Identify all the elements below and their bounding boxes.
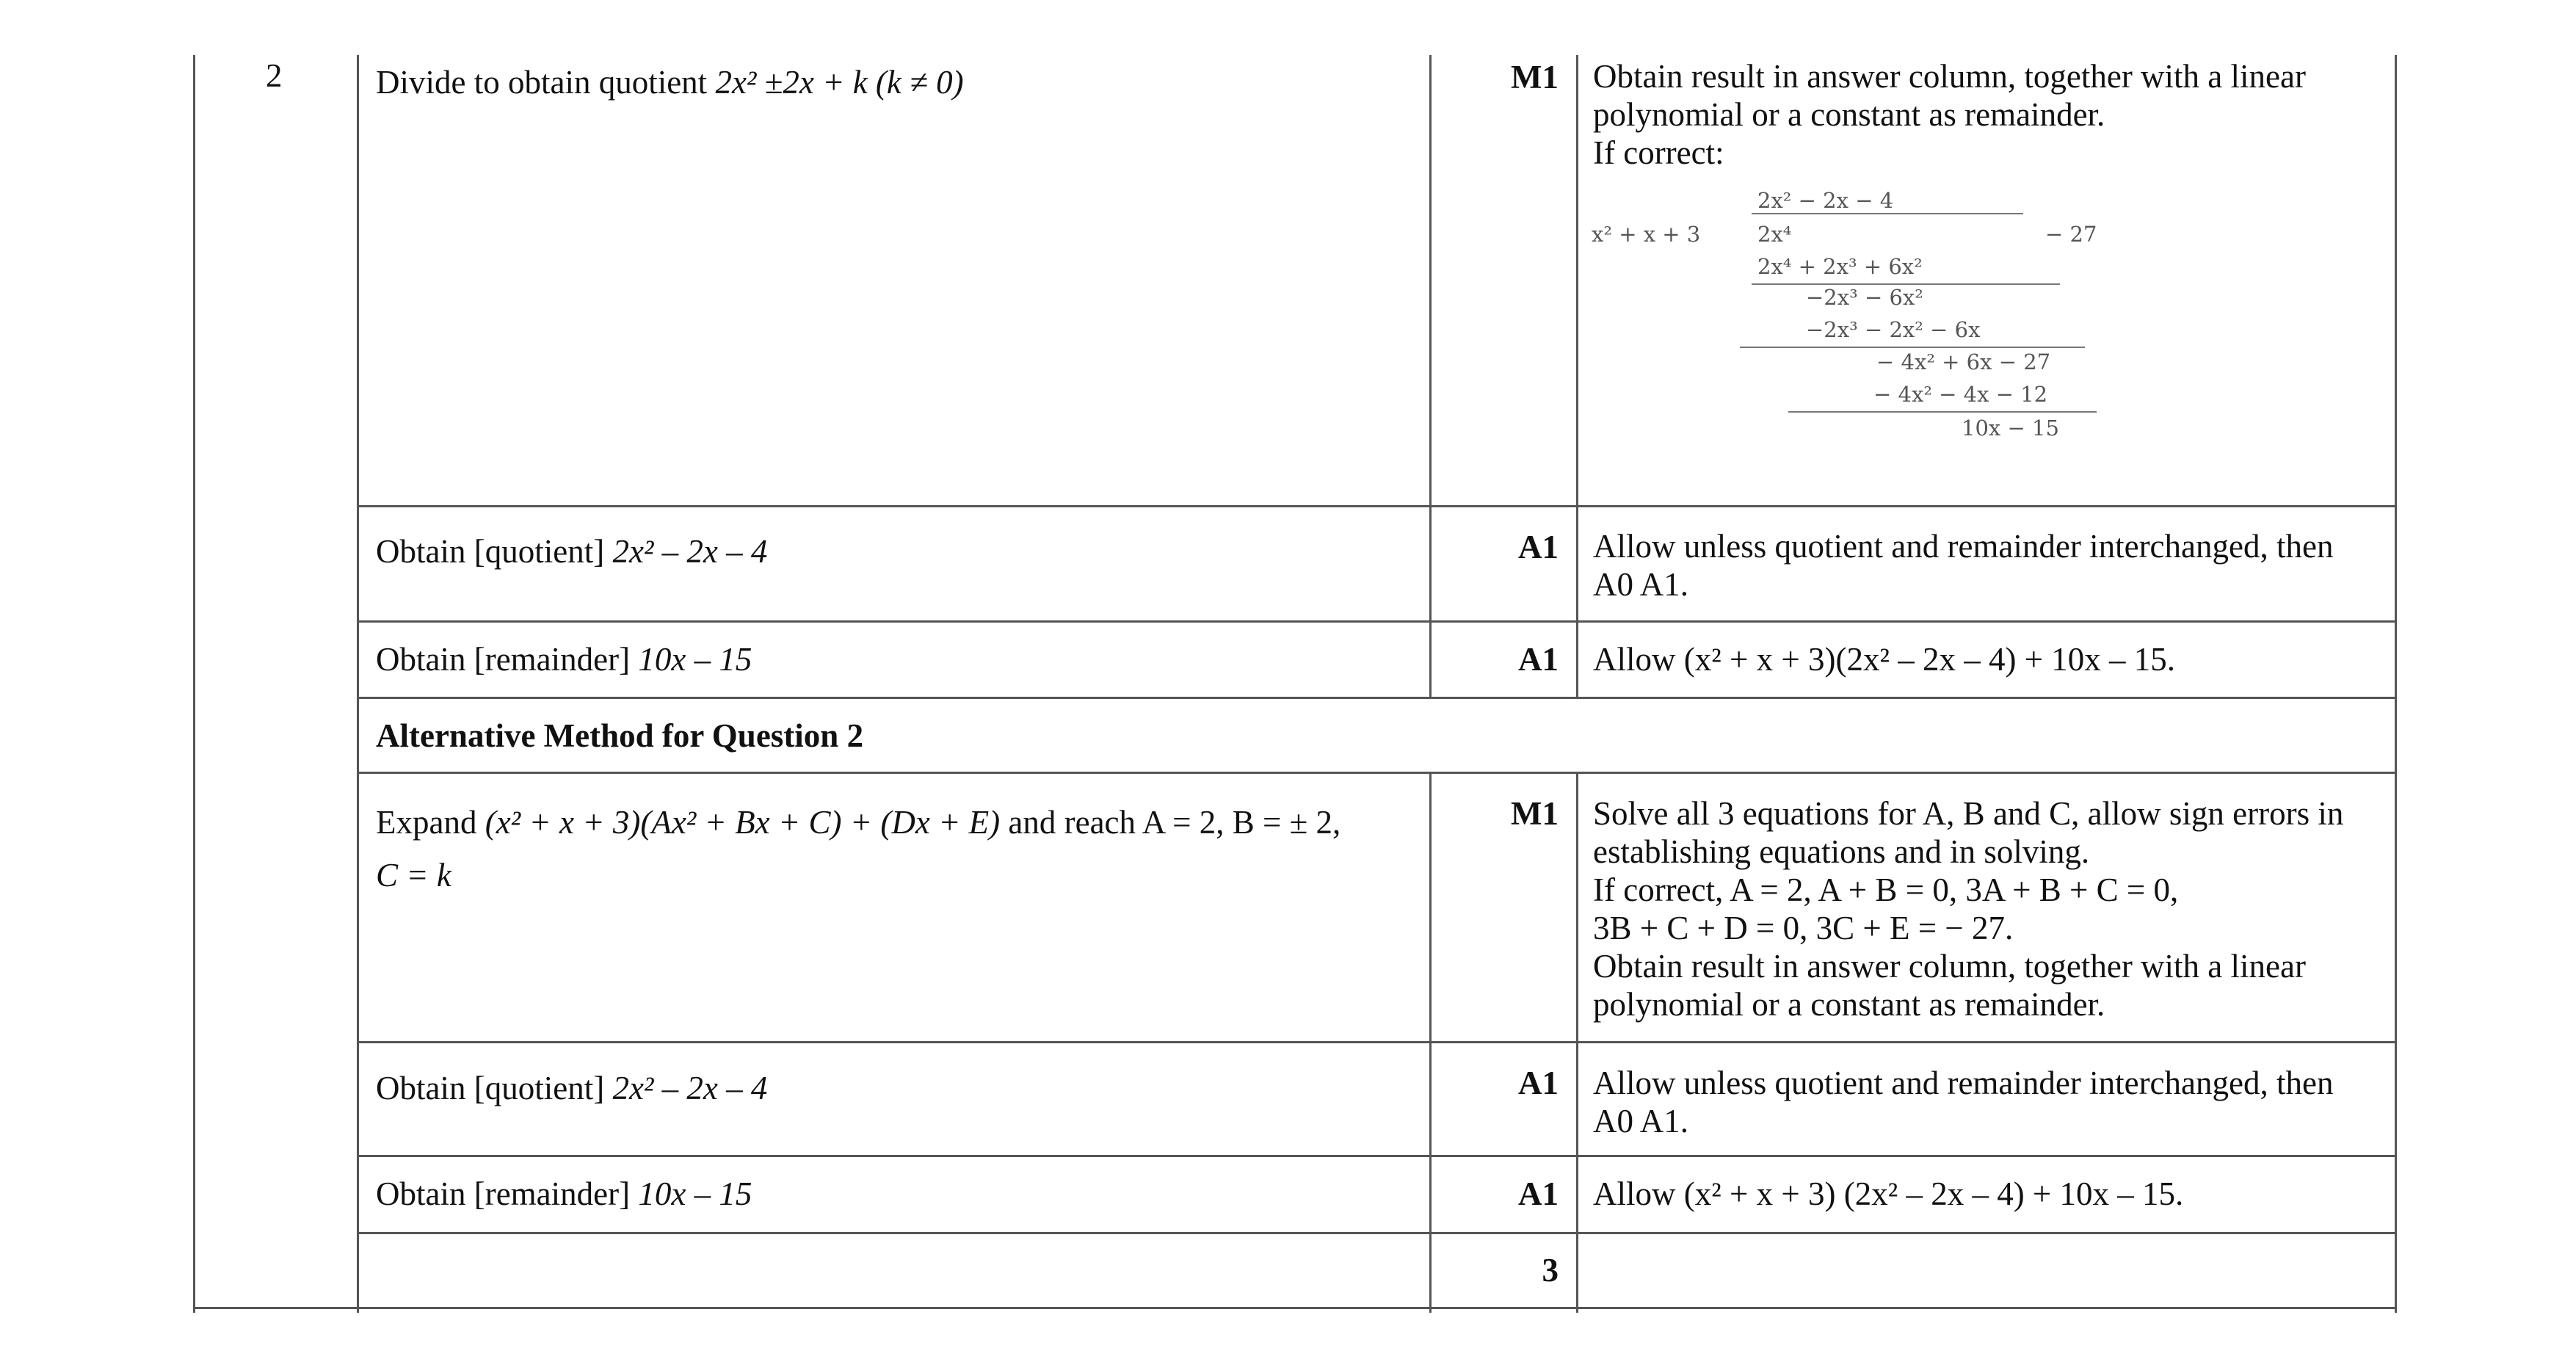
- mark-row-5: M1: [1511, 795, 1559, 832]
- table-border-left: [193, 55, 195, 1313]
- answer-text: Obtain [quotient]: [376, 1070, 613, 1106]
- answer-row-5: [376, 803, 1340, 894]
- ld-step: 2x⁴ + 2x³ + 6x²: [1757, 254, 1923, 279]
- guidance-line: If correct:: [1593, 134, 1724, 171]
- guidance-line: Solve all 3 equations for A, B and C, allow sign errors in: [1593, 795, 2344, 832]
- answer-text: Divide to obtain quotient: [376, 64, 716, 101]
- alternative-method-heading: Alternative Method for Question 2: [376, 717, 864, 754]
- ld-step: − 4x² + 6x − 27: [1876, 349, 2051, 374]
- ld-step: − 4x² − 4x − 12: [1873, 382, 2048, 407]
- table-border-col3: [1576, 55, 1578, 697]
- guidance-line: Allow unless quotient and remainder interchanged, then: [1593, 1065, 2334, 1101]
- answer-line: [376, 803, 1340, 841]
- guidance-row-2: [1593, 527, 2333, 604]
- ld-remainder: 10x − 15: [1962, 416, 2059, 441]
- answer-line: C = k: [376, 857, 451, 894]
- mark-row-2: A1: [1518, 529, 1559, 565]
- answer-text: and reach A = 2, B = ± 2,: [1000, 804, 1341, 841]
- guidance-row-5: [1593, 794, 2343, 1023]
- answer-math: 2x² – 2x – 4: [612, 533, 768, 570]
- ld-quotient: 2x² − 2x − 4: [1757, 188, 1894, 213]
- table-border-col1: [357, 55, 359, 1313]
- answer-math: (x² + x + 3)(Ax² + Bx + C) + (Dx + E): [485, 804, 1001, 841]
- row-divider: [357, 1155, 2397, 1157]
- question-number: 2: [266, 57, 283, 94]
- guidance-line: Obtain result in answer column, together with a linear: [1593, 58, 2306, 95]
- answer-math: 2x² – 2x – 4: [612, 1070, 768, 1106]
- answer-text: Obtain [remainder]: [376, 1175, 639, 1212]
- guidance-line: Allow unless quotient and remainder interchanged, then: [1593, 528, 2334, 565]
- row-divider: [357, 1041, 2397, 1043]
- mark-row-7: A1: [1518, 1175, 1559, 1212]
- table-border-right: [2395, 55, 2397, 1313]
- ld-rule: [1788, 411, 2097, 413]
- answer-math: 10x – 15: [638, 1175, 752, 1212]
- row-divider: [357, 505, 2397, 507]
- answer-row-1: [376, 63, 964, 101]
- guidance-row-3: [1593, 640, 2175, 678]
- row-divider: [357, 1232, 2397, 1234]
- guidance-line: Obtain result in answer column, together with a linear: [1593, 948, 2306, 985]
- guidance-line: If correct, A = 2, A + B = 0, 3A + B + C = 0,: [1593, 871, 2179, 908]
- mark-row-3: A1: [1518, 641, 1559, 678]
- ld-dividend-const: − 27: [2045, 222, 2097, 247]
- guidance-line: polynomial or a constant as remainder.: [1593, 986, 2105, 1023]
- row-divider: [357, 620, 2397, 623]
- answer-text: Obtain [quotient]: [376, 533, 613, 570]
- mark-row-1: M1: [1511, 59, 1559, 95]
- mark-row-6: A1: [1518, 1065, 1559, 1101]
- answer-text: Obtain [remainder]: [376, 641, 639, 678]
- guidance-line: 3B + C + D = 0, 3C + E = − 27.: [1593, 910, 2014, 946]
- answer-text: Expand: [376, 804, 485, 841]
- ld-rule: [1740, 347, 2085, 348]
- guidance-line: Allow (x² + x + 3)(2x² – 2x – 4) + 10x – 15.: [1593, 641, 2176, 678]
- guidance-line: A0 A1.: [1593, 1103, 1689, 1139]
- answer-row-7: [376, 1175, 752, 1213]
- answer-row-2: [376, 532, 767, 570]
- guidance-line: establishing equations and in solving.: [1593, 833, 2090, 870]
- table-border-bottom: [193, 1307, 2397, 1309]
- total-mark: 3: [1542, 1252, 1559, 1289]
- guidance-line: Allow (x² + x + 3) (2x² – 2x – 4) + 10x – 15.: [1593, 1175, 2184, 1212]
- ld-step: −2x³ − 6x²: [1806, 285, 1923, 310]
- guidance-row-6: [1593, 1064, 2333, 1140]
- guidance-line: A0 A1.: [1593, 566, 1689, 603]
- table-border-col2: [1429, 55, 1432, 697]
- row-divider: [357, 697, 2397, 699]
- answer-math: 10x – 15: [638, 641, 752, 678]
- long-division-working: [1590, 184, 2104, 455]
- row-divider: [357, 772, 2397, 774]
- answer-math: 2x² ±2x + k (k ≠ 0): [715, 64, 964, 101]
- guidance-line: polynomial or a constant as remainder.: [1593, 96, 2105, 133]
- answer-row-3: [376, 640, 752, 678]
- ld-rule: [1752, 213, 2023, 214]
- ld-step: −2x³ − 2x² − 6x: [1806, 317, 1981, 342]
- answer-row-6: [376, 1069, 767, 1107]
- guidance-row-1: [1593, 57, 2306, 172]
- ld-divisor: x² + x + 3: [1592, 222, 1701, 247]
- ld-dividend: 2x⁴: [1757, 222, 1792, 247]
- guidance-row-7: [1593, 1175, 2183, 1213]
